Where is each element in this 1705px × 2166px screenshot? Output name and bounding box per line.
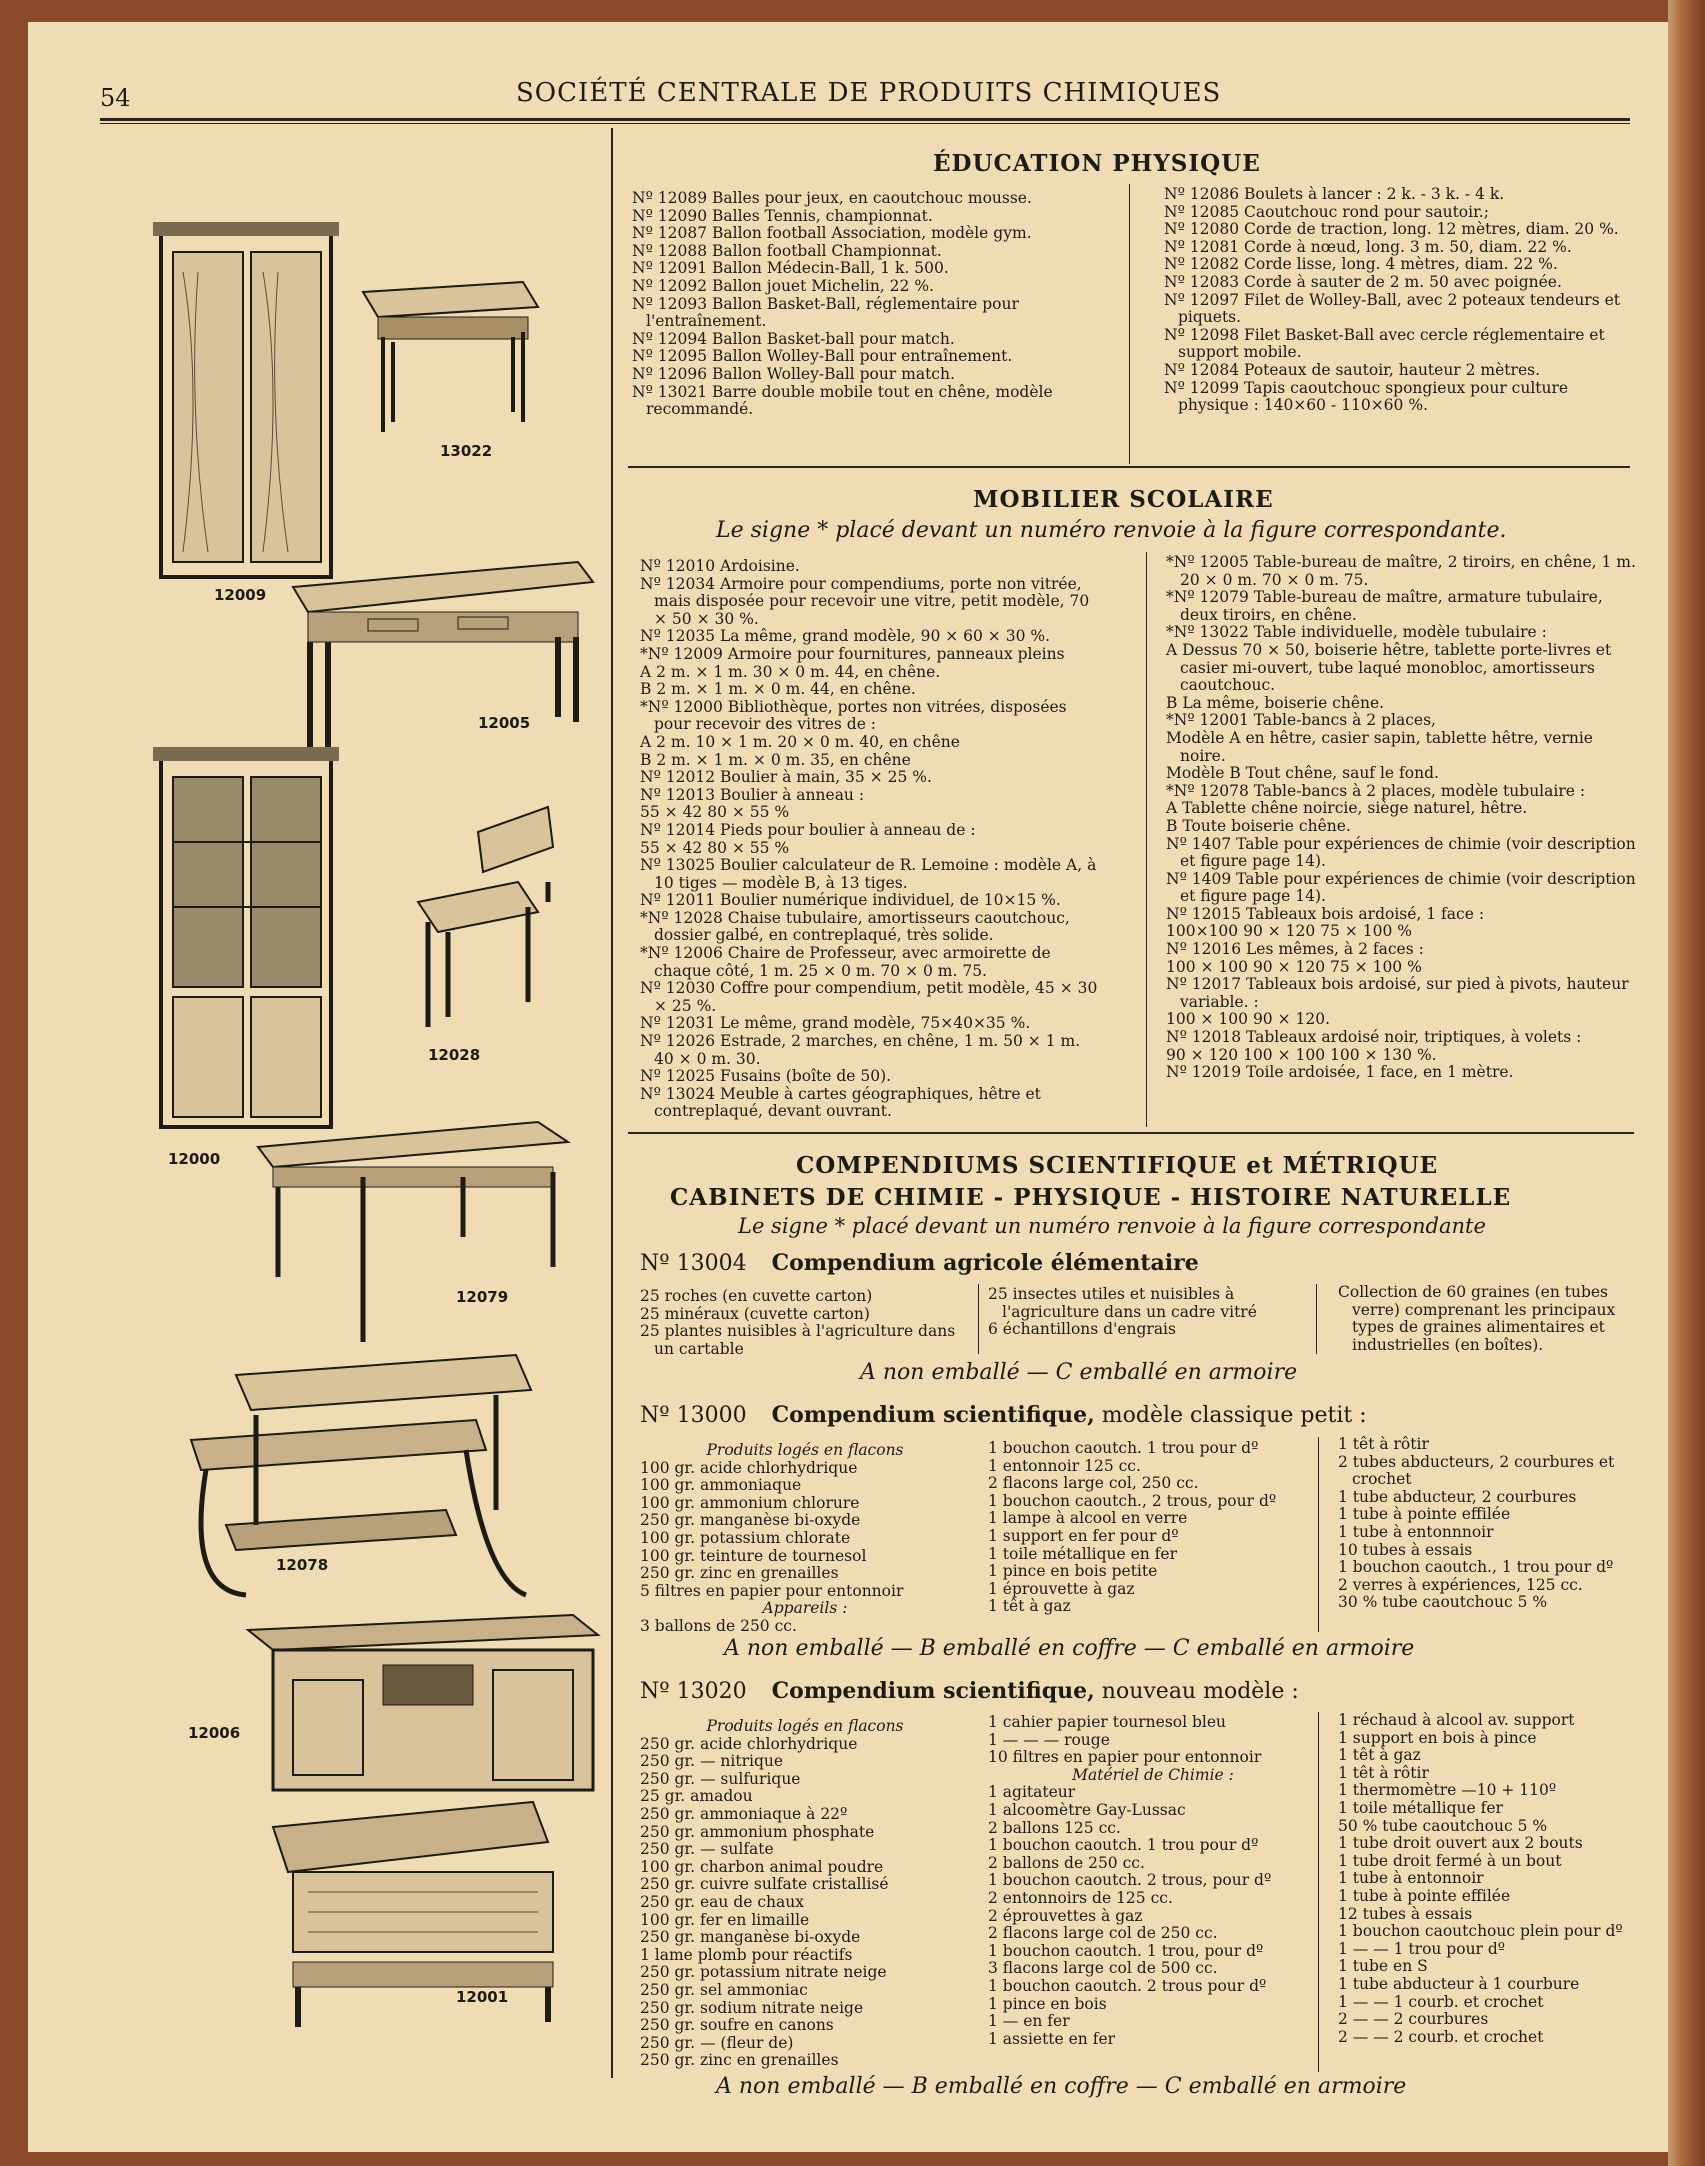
list-item: 1 support en fer pour dº xyxy=(988,1526,1179,1545)
figure-table-13022 xyxy=(353,272,543,442)
compendium-name: Compendium scientifique, xyxy=(771,1678,1095,1704)
list-item: Nº 13024 Meuble à cartes géographiques, hêtre et contreplaqué, devant ouvrant. xyxy=(640,1084,1041,1121)
list-item: 1 tube à pointe effilée xyxy=(1338,1505,1511,1524)
list-item: 100 gr. ammonium chlorure xyxy=(640,1493,860,1512)
list-item: B 2 m. × 1 m. × 0 m. 35, en chêne xyxy=(640,750,911,769)
list-item: 1 têt à gaz xyxy=(988,1597,1071,1616)
list-item: 90 × 120 100 × 100 100 × 130 %. xyxy=(1166,1045,1437,1064)
list-item: 250 gr. manganèse bi-oxyde xyxy=(640,1928,861,1947)
list-item: 1 bouchon caoutch. 1 trou, pour dº xyxy=(988,1941,1264,1960)
list-item: 100 × 100 90 × 120. xyxy=(1166,1010,1331,1029)
list-item: 2 entonnoirs de 125 cc. xyxy=(988,1888,1173,1907)
list-item: 2 ballons de 250 cc. xyxy=(988,1853,1145,1872)
list-item: *Nº 12009 Armoire pour fournitures, panneaux pleins xyxy=(640,644,1065,663)
list-item: 100 gr. ammoniaque xyxy=(640,1476,802,1495)
list-item: 1 — en fer xyxy=(988,2012,1070,2031)
list-item: 1 alcoomètre Gay-Lussac xyxy=(988,1800,1186,1819)
compendium-13004-col1 xyxy=(640,1288,960,1358)
section-rule xyxy=(628,466,1630,468)
list-item: Nº 12083 Corde à sauter de 2 m. 50 avec poignée. xyxy=(1164,272,1562,291)
compendium-name: Compendium scientifique, xyxy=(771,1402,1095,1428)
column-rule xyxy=(1129,184,1130,464)
list-item: 50 % tube caoutchouc 5 % xyxy=(1338,1816,1548,1835)
list-item: 1 — — — rouge xyxy=(988,1730,1110,1749)
list-item: A Dessus 70 × 50, boiserie hêtre, tablette porte-livres et casier mi-ouvert, tube laqué monobloc, amortisseurs caoutchouc. xyxy=(1166,640,1612,695)
column-rule xyxy=(1316,1284,1317,1354)
list-item: 1 bouchon caoutch., 2 trous, pour dº xyxy=(988,1491,1277,1510)
list-item: 1 réchaud à alcool av. support xyxy=(1338,1711,1575,1729)
list-item: 1 bouchon caoutch. 1 trou pour dº xyxy=(988,1439,1259,1457)
list-item: 250 gr. sel ammoniac xyxy=(640,1980,808,1999)
compendium-13000-packaging: A non emballé — B emballé en coffre — C emballé en armoire xyxy=(724,1636,1415,1661)
compendium-13020-col3 xyxy=(1338,1712,1643,2046)
list-item: Nº 12098 Filet Basket-Ball avec cercle réglementaire et support mobile. xyxy=(1164,325,1605,362)
list-item: 1 bouchon caoutch. 1 trou pour dº xyxy=(988,1836,1259,1855)
header-rule xyxy=(100,118,1630,121)
list-item: Nº 12015 Tableaux bois ardoisé, 1 face : xyxy=(1166,904,1485,923)
compendium-13000-title xyxy=(640,1402,1367,1428)
list-item: 250 gr. soufre en canons xyxy=(640,2016,834,2035)
list-item: Nº 12086 Boulets à lancer : 2 k. - 3 k. - 4 k. xyxy=(1164,185,1505,203)
figure-table-bancs-12001 xyxy=(268,1797,588,2037)
list-item: Nº 12013 Boulier à anneau : xyxy=(640,785,865,804)
list-item: Nº 12080 Corde de traction, long. 12 mètres, diam. 20 %. xyxy=(1164,220,1619,239)
list-item: 250 gr. eau de chaux xyxy=(640,1892,804,1911)
list-item: A 2 m. 10 × 1 m. 20 × 0 m. 40, en chêne xyxy=(640,732,960,751)
list-item: 1 bouchon caoutch. 2 trous pour dº xyxy=(988,1976,1267,1995)
list-item: 25 plantes nuisibles à l'agriculture dans un cartable xyxy=(640,1322,956,1358)
list-item: 100 gr. charbon animal poudre xyxy=(640,1857,884,1876)
list-item: Nº 1407 Table pour expériences de chimie (voir description et figure page 14). xyxy=(1166,834,1636,871)
list-item: Nº 12097 Filet de Wolley-Ball, avec 2 poteaux tendeurs et piquets. xyxy=(1164,290,1620,327)
list-item: 1 têt à rôtir xyxy=(1338,1435,1429,1453)
list-item: 1 tube droit ouvert aux 2 bouts xyxy=(1338,1834,1583,1853)
list-item: 3 flacons large col de 500 cc. xyxy=(988,1959,1218,1978)
section-subtitle-mobilier: Le signe * placé devant un numéro renvoie à la figure correspondante. xyxy=(716,518,1507,543)
compendium-model: nouveau modèle : xyxy=(1101,1679,1299,1704)
compendium-13020-title xyxy=(640,1678,1299,1704)
list-item: Nº 12010 Ardoisine. xyxy=(640,557,800,575)
list-item: 1 — — 1 courb. et crochet xyxy=(1338,1992,1544,2011)
list-item: Nº 12094 Ballon Basket-ball pour match. xyxy=(632,329,955,348)
compendium-13000-col1 xyxy=(640,1442,970,1636)
list-item: Nº 12088 Ballon football Championnat. xyxy=(632,241,942,260)
list-item: 1 tube à entonnoir xyxy=(1338,1869,1484,1888)
list-item: Nº 12092 Ballon jouet Michelin, 22 %. xyxy=(632,276,934,295)
list-item: 3 ballons de 250 cc. xyxy=(640,1616,797,1635)
list-item: *Nº 12078 Table-bancs à 2 places, modèle tubulaire : xyxy=(1166,781,1586,800)
compendium-number: Nº 13004 xyxy=(640,1251,747,1276)
compendium-13004-title xyxy=(640,1250,1199,1276)
compendium-number: Nº 13020 xyxy=(640,1679,747,1704)
list-item: Nº 12030 Coffre pour compendium, petit modèle, 45 × 30 × 25 %. xyxy=(640,979,1098,1015)
list-item: 25 gr. amadou xyxy=(640,1787,753,1806)
list-item: 250 gr. zinc en grenailles xyxy=(640,1564,839,1583)
figure-chaise-12028 xyxy=(408,802,568,1032)
list-item: 10 filtres en papier pour entonnoir xyxy=(988,1748,1262,1767)
list-item: 100 gr. acide chlorhydrique xyxy=(640,1458,858,1477)
header-rule-thin xyxy=(100,123,1630,124)
list-item: 1 tube à pointe effilée xyxy=(1338,1886,1511,1905)
list-item: 25 roches (en cuvette carton) xyxy=(640,1287,873,1305)
list-item: Nº 12031 Le même, grand modèle, 75×40×35 %. xyxy=(640,1014,1031,1033)
list-item: 250 gr. potassium nitrate neige xyxy=(640,1963,887,1982)
list-item: 1 bouchon caoutch. 2 trous, pour dº xyxy=(988,1871,1272,1890)
list-item: 250 gr. — sulfate xyxy=(640,1840,774,1859)
list-item: 100 gr. potassium chlorate xyxy=(640,1528,851,1547)
list-item: Nº 12089 Balles pour jeux, en caoutchouc mousse. xyxy=(632,189,1032,207)
section-title-compendiums: COMPENDIUMS SCIENTIFIQUE et MÉTRIQUE xyxy=(796,1152,1439,1179)
list-item: Nº 12095 Ballon Wolley-Ball pour entraînement. xyxy=(632,347,1013,366)
list-item: 250 gr. zinc en grenailles xyxy=(640,2051,839,2070)
list-item: 100 × 100 90 × 120 75 × 100 % xyxy=(1166,957,1422,976)
compendium-13020-packaging: A non emballé — B emballé en coffre — C emballé en armoire xyxy=(716,2074,1407,2099)
list-item: Nº 12085 Caoutchouc rond pour sautoir.; xyxy=(1164,202,1489,221)
list-item: 2 verres à expériences, 125 cc. xyxy=(1338,1575,1583,1594)
figure-table-bancs-12078 xyxy=(186,1350,546,1610)
list-item: 250 gr. acide chlorhydrique xyxy=(640,1734,858,1753)
section-title-cabinets: CABINETS DE CHIMIE - PHYSIQUE - HISTOIRE NATURELLE xyxy=(670,1184,1512,1211)
list-item: 1 bouchon caoutchouc plein pour dº xyxy=(1338,1922,1623,1941)
list-item: Nº 12096 Ballon Wolley-Ball pour match. xyxy=(632,364,955,383)
figure-chaire-12006 xyxy=(243,1610,603,1800)
figure-table-bureau-12079 xyxy=(253,1117,573,1347)
list-item: Nº 12035 La même, grand modèle, 90 × 60 × 30 %. xyxy=(640,627,1051,646)
list-item: Nº 12019 Toile ardoisée, 1 face, en 1 mètre. xyxy=(1166,1063,1514,1082)
page-edge xyxy=(1668,0,1705,2166)
list-item: 1 thermomètre —10 + 110º xyxy=(1338,1781,1557,1800)
list-item: Nº 12034 Armoire pour compendiums, porte non vitrée, mais disposée pour recevoir une vitre, petit modèle, 70 × 50 × 30 %. xyxy=(640,574,1090,628)
catalog-page xyxy=(28,22,1668,2152)
compendium-name: Compendium agricole élémentaire xyxy=(771,1250,1199,1276)
list-item: 1 lame plomb pour réactifs xyxy=(640,1945,853,1964)
figure-label: 12005 xyxy=(478,714,531,732)
list-item: 1 toile métallique en fer xyxy=(988,1544,1177,1563)
list-item: B 2 m. × 1 m. × 0 m. 44, en chêne. xyxy=(640,680,916,699)
figure-table-bureau-12005 xyxy=(288,557,598,757)
figure-label: 12078 xyxy=(276,1556,329,1574)
list-item: 25 insectes utiles et nuisibles à l'agriculture dans un cadre vitré xyxy=(988,1285,1257,1321)
list-item: 1 éprouvette à gaz xyxy=(988,1579,1135,1598)
list-item: 2 ballons 125 cc. xyxy=(988,1818,1121,1837)
figure-label: 12001 xyxy=(456,1988,509,2006)
list-item: 100 gr. teinture de tournesol xyxy=(640,1546,867,1565)
list-item: Nº 12091 Ballon Médecin-Ball, 1 k. 500. xyxy=(632,259,949,278)
list-item: 100 gr. fer en limaille xyxy=(640,1910,810,1929)
list-item: 2 tubes abducteurs, 2 courbures et crochet xyxy=(1338,1452,1615,1489)
list-item: 250 gr. — nitrique xyxy=(640,1752,784,1771)
list-item: 250 gr. — sulfurique xyxy=(640,1769,801,1788)
list-item: Nº 12011 Boulier numérique individuel, de 10×15 %. xyxy=(640,891,1061,910)
figure-label: 12000 xyxy=(168,1150,221,1168)
list-item: Nº 12099 Tapis caoutchouc spongieux pour culture physique : 140×60 - 110×60 %. xyxy=(1164,378,1569,415)
figure-label: 12009 xyxy=(214,586,267,604)
list-item: 1 tube à entonnnoir xyxy=(1338,1522,1494,1541)
list-item: 250 gr. manganèse bi-oxyde xyxy=(640,1511,861,1530)
column-divider xyxy=(611,128,613,2078)
list-item: 12 tubes à essais xyxy=(1338,1904,1473,1923)
list-item: 1 tube abducteur, 2 courbures xyxy=(1338,1487,1577,1506)
compendium-13000-col3 xyxy=(1338,1436,1643,1612)
list-item: 1 support en bois à pince xyxy=(1338,1728,1537,1747)
list-item: B La même, boiserie chêne. xyxy=(1166,693,1385,712)
section-rule xyxy=(628,1132,1634,1134)
list-item: 1 têt à rôtir xyxy=(1338,1763,1429,1782)
list-item: 55 × 42 80 × 55 % xyxy=(640,838,790,857)
list-item: 250 gr. ammoniaque à 22º xyxy=(640,1804,848,1823)
list-item: *Nº 12001 Table-bancs à 2 places, xyxy=(1166,711,1436,730)
list-item: Modèle B Tout chêne, sauf le fond. xyxy=(1166,764,1439,783)
list-item: *Nº 12006 Chaire de Professeur, avec armoirette de chaque côté, 1 m. 25 × 0 m. 70 × 0 m. 75. xyxy=(640,944,1051,980)
education-list-left xyxy=(632,190,1102,419)
page-title: SOCIÉTÉ CENTRALE DE PRODUITS CHIMIQUES xyxy=(516,78,1222,108)
section-subtitle-compendiums: Le signe * placé devant un numéro renvoie à la figure correspondante xyxy=(738,1214,1486,1238)
page-number: 54 xyxy=(100,84,131,112)
education-list-right xyxy=(1164,186,1634,415)
list-item: 100×100 90 × 120 75 × 100 % xyxy=(1166,922,1412,941)
list-item: 1 tube droit fermé à un bout xyxy=(1338,1851,1562,1870)
list-item: Nº 1409 Table pour expériences de chimie (voir description et figure page 14). xyxy=(1166,869,1636,906)
list-item: Nº 12090 Balles Tennis, championnat. xyxy=(632,206,933,225)
list-item: Nº 13021 Barre double mobile tout en chêne, modèle recommandé. xyxy=(632,382,1053,419)
compendium-13004-col2 xyxy=(988,1286,1298,1339)
list-item: *Nº 12028 Chaise tubulaire, amortisseurs caoutchouc, dossier galbé, en contreplaqué, très solide. xyxy=(640,908,1070,945)
compendium-13004-packaging: A non emballé — C emballé en armoire xyxy=(860,1360,1298,1385)
list-item: A Tablette chêne noircie, siège naturel, hêtre. xyxy=(1166,799,1528,818)
list-item: *Nº 12079 Table-bureau de maître, armature tubulaire, deux tiroirs, en chêne. xyxy=(1166,588,1603,624)
list-item: 25 minéraux (cuvette carton) xyxy=(640,1304,870,1323)
list-heading: Matériel de Chimie : xyxy=(1072,1765,1234,1784)
list-item: 2 éprouvettes à gaz xyxy=(988,1906,1143,1925)
list-item: Nº 12016 Les mêmes, à 2 faces : xyxy=(1166,940,1424,959)
list-item: 1 bouchon caoutch., 1 trou pour dº xyxy=(1338,1558,1614,1577)
column-rule xyxy=(978,1284,979,1354)
list-item: 6 échantillons d'engrais xyxy=(988,1320,1176,1339)
list-item: 250 gr. — (fleur de) xyxy=(640,2033,794,2052)
figure-label: 12028 xyxy=(428,1046,481,1064)
list-item: 1 agitateur xyxy=(988,1783,1076,1802)
list-item: 250 gr. ammonium phosphate xyxy=(640,1822,875,1841)
list-item: Nº 12012 Boulier à main, 35 × 25 %. xyxy=(640,768,932,787)
list-item: *Nº 13022 Table individuelle, modèle tubulaire : xyxy=(1166,623,1547,642)
list-item: 250 gr. cuivre sulfate cristallisé xyxy=(640,1875,889,1894)
column-rule xyxy=(1146,552,1147,1127)
list-item: Collection de 60 graines (en tubes verre) comprenant les principaux types de graines alimentaires et industrielles (en boîtes). xyxy=(1338,1283,1616,1354)
compendium-13020-col1 xyxy=(640,1718,970,2070)
list-item: B Toute boiserie chêne. xyxy=(1166,816,1351,835)
list-item: 1 pince en bois xyxy=(988,1994,1107,2013)
list-item: *Nº 12000 Bibliothèque, portes non vitrées, disposées pour recevoir des vitres de : xyxy=(640,697,1067,734)
figure-label: 13022 xyxy=(440,442,493,460)
list-item: Nº 12017 Tableaux bois ardoisé, sur pied à pivots, hauteur variable. : xyxy=(1166,975,1629,1011)
column-rule xyxy=(1318,1712,1319,2072)
figure-bibliotheque-12000 xyxy=(153,747,343,1137)
list-heading: Produits logés en flacons xyxy=(706,1717,904,1735)
list-item: Nº 12087 Ballon football Association, modèle gym. xyxy=(632,224,1032,243)
list-item: Nº 12025 Fusains (boîte de 50). xyxy=(640,1067,892,1086)
list-item: Nº 12014 Pieds pour boulier à anneau de : xyxy=(640,820,976,839)
figure-label: 12006 xyxy=(188,1724,241,1742)
list-item: Nº 12093 Ballon Basket-Ball, réglementaire pour l'entraînement. xyxy=(632,294,1019,331)
list-item: 1 cahier papier tournesol bleu xyxy=(988,1713,1227,1731)
list-item: Modèle A en hêtre, casier sapin, tablette hêtre, vernie noire. xyxy=(1166,728,1593,765)
list-item: 1 entonnoir 125 cc. xyxy=(988,1456,1141,1475)
list-item: 1 pince en bois petite xyxy=(988,1562,1158,1581)
list-item: Nº 12084 Poteaux de sautoir, hauteur 2 mètres. xyxy=(1164,360,1540,379)
list-item: Nº 13025 Boulier calculateur de R. Lemoine : modèle A, à 10 tiges — modèle B, à 13 tiges. xyxy=(640,856,1097,892)
list-item: A 2 m. × 1 m. 30 × 0 m. 44, en chêne. xyxy=(640,662,941,681)
figure-armoire-12009 xyxy=(153,222,343,592)
compendium-13000-col2 xyxy=(988,1440,1318,1616)
list-item: 55 × 42 80 × 55 % xyxy=(640,803,790,822)
list-item: Nº 12081 Corde à nœud, long. 3 m. 50, diam. 22 %. xyxy=(1164,237,1572,256)
list-item: Nº 12082 Corde lisse, long. 4 mètres, diam. 22 %. xyxy=(1164,255,1558,274)
list-item: 2 — — 2 courbures xyxy=(1338,2010,1489,2029)
list-item: 10 tubes à essais xyxy=(1338,1540,1473,1559)
list-item: 2 flacons large col, 250 cc. xyxy=(988,1474,1199,1493)
list-item: 2 flacons large col de 250 cc. xyxy=(988,1924,1218,1943)
mobilier-list-right xyxy=(1166,554,1636,1082)
list-item: 1 tube abducteur à 1 courbure xyxy=(1338,1974,1580,1993)
compendium-13020-col2 xyxy=(988,1714,1318,2048)
compendium-model: modèle classique petit : xyxy=(1101,1403,1367,1428)
list-heading: Appareils : xyxy=(762,1599,848,1618)
list-item: 30 % tube caoutchouc 5 % xyxy=(1338,1593,1548,1612)
list-item: 2 — — 2 courb. et crochet xyxy=(1338,2027,1544,2046)
figure-label: 12079 xyxy=(456,1288,509,1306)
list-item: Nº 12018 Tableaux ardoisé noir, triptiques, à volets : xyxy=(1166,1028,1582,1047)
list-item: 1 assiette en fer xyxy=(988,2029,1116,2048)
compendium-13004-col3 xyxy=(1338,1284,1643,1354)
list-item: *Nº 12005 Table-bureau de maître, 2 tiroirs, en chêne, 1 m. 20 × 0 m. 70 × 0 m. 75. xyxy=(1166,553,1636,589)
mobilier-list-left xyxy=(640,558,1100,1121)
column-rule xyxy=(1318,1437,1319,1632)
list-item: 1 lampe à alcool en verre xyxy=(988,1509,1188,1528)
section-title-education: ÉDUCATION PHYSIQUE xyxy=(933,150,1261,177)
list-item: 5 filtres en papier pour entonnoir xyxy=(640,1581,904,1600)
compendium-number: Nº 13000 xyxy=(640,1403,747,1428)
list-item: 250 gr. sodium nitrate neige xyxy=(640,1998,864,2017)
list-heading: Produits logés en flacons xyxy=(706,1441,904,1459)
list-item: 1 — — 1 trou pour dº xyxy=(1338,1939,1506,1958)
list-item: 1 têt à gaz xyxy=(1338,1746,1421,1765)
section-title-mobilier: MOBILIER SCOLAIRE xyxy=(973,486,1274,513)
list-item: Nº 12026 Estrade, 2 marches, en chêne, 1 m. 50 × 1 m. 40 × 0 m. 30. xyxy=(640,1032,1081,1068)
list-item: 1 tube en S xyxy=(1338,1957,1428,1976)
list-item: 1 toile métallique fer xyxy=(1338,1798,1503,1817)
